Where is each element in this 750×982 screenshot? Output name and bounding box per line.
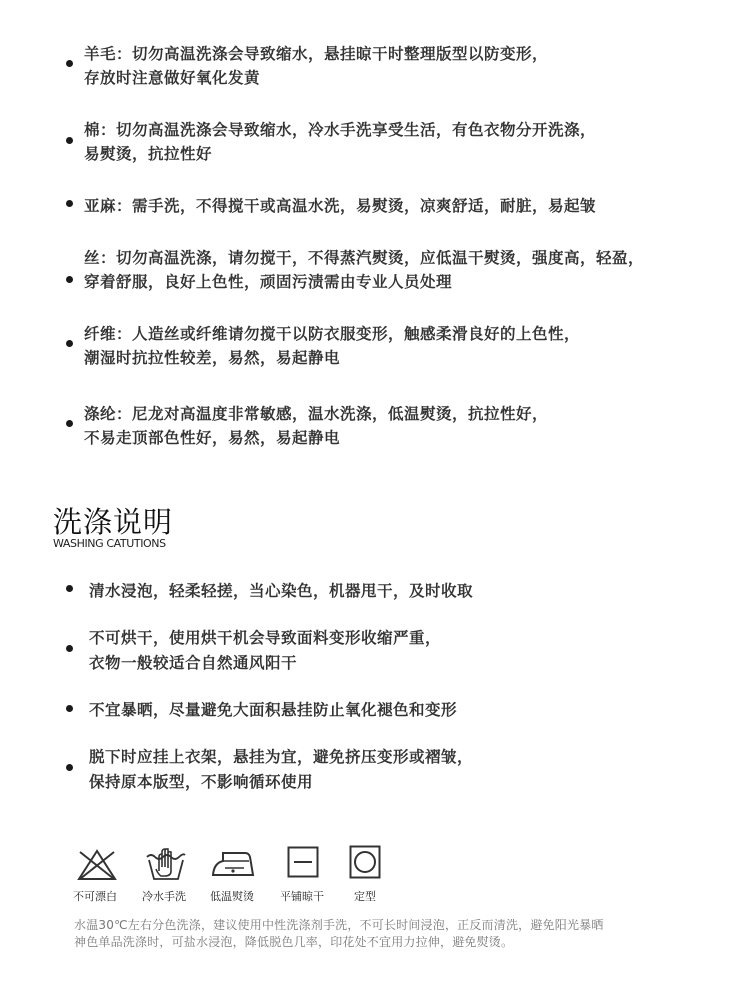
bullet-icon bbox=[66, 200, 73, 207]
wash-step-text: 衣物一般较适合自然通风阳干 bbox=[89, 654, 298, 672]
bullet-icon bbox=[66, 340, 73, 347]
section-subtitle: WASHING CATUTIONS bbox=[53, 537, 166, 550]
fabric-text-line: 易熨烫，抗拉性好 bbox=[84, 145, 213, 163]
bullet-icon bbox=[66, 645, 73, 652]
care-icon-label: 平铺晾干 bbox=[280, 890, 324, 903]
fabric-text-line: 亚麻：需手洗，不得搅干或高温水洗，易熨烫，凉爽舒适，耐脏，易起皱 bbox=[84, 197, 597, 215]
care-note: 水温30℃左右分色洗涤，建议使用中性洗涤剂手洗，不可长时间浸泡，正反而清洗，避免阳光暴晒 bbox=[74, 918, 604, 932]
bullet-icon bbox=[66, 764, 73, 771]
fabric-text-line: 棉：切勿高温洗涤会导致缩水，冷水手洗享受生活，有色衣物分开洗涤， bbox=[84, 121, 597, 139]
care-icon-label: 低温熨烫 bbox=[210, 890, 254, 903]
low-temp-iron-icon bbox=[211, 849, 255, 879]
dry-flat-icon bbox=[287, 846, 319, 878]
care-note: 神色单品洗涤时，可盐水浸泡，降低脱色几率，印花处不宜用力拉伸，避免熨烫。 bbox=[74, 935, 514, 949]
fabric-text-line: 纤维：人造丝或纤维请勿搅干以防衣服变形，触感柔滑良好的上色性， bbox=[84, 325, 581, 343]
section-title: 洗涤说明 bbox=[53, 505, 174, 539]
wash-step-text: 脱下时应挂上衣架，悬挂为宜，避免挤压变形或褶皱， bbox=[89, 748, 474, 766]
bullet-icon bbox=[66, 585, 73, 592]
care-icon-label: 不可漂白 bbox=[73, 890, 117, 903]
hand-wash-cold-icon bbox=[145, 847, 187, 883]
fabric-text-line: 丝：切勿高温洗涤，请勿搅干，不得蒸汽熨烫，应低温干熨烫，强度高，轻盈， bbox=[84, 249, 645, 267]
fabric-text-line: 潮湿时抗拉性较差，易然，易起静电 bbox=[84, 349, 341, 367]
bullet-icon bbox=[66, 276, 73, 283]
fabric-text-line: 涤纶：尼龙对高温度非常敏感，温水洗涤，低温熨烫，抗拉性好， bbox=[84, 405, 549, 423]
wash-step-text: 清水浸泡，轻柔轻搓，当心染色，机器甩干，及时收取 bbox=[89, 582, 474, 600]
wash-step-text: 不可烘干，使用烘干机会导致面料变形收缩严重， bbox=[89, 629, 442, 647]
fabric-text-line: 羊毛：切勿高温洗涤会导致缩水，悬挂晾干时整理版型以防变形， bbox=[84, 45, 549, 63]
fabric-text-line: 存放时注意做好氧化发黄 bbox=[84, 69, 261, 87]
set-shape-icon bbox=[349, 845, 381, 879]
bullet-icon bbox=[66, 60, 73, 67]
wash-step-text: 保持原本版型，不影响循环使用 bbox=[89, 773, 314, 791]
fabric-text-line: 穿着舒服，良好上色性，顽固污渍需由专业人员处理 bbox=[84, 273, 453, 291]
no-bleach-icon bbox=[76, 848, 118, 882]
bullet-icon bbox=[66, 705, 73, 712]
bullet-icon bbox=[66, 420, 73, 427]
care-icon-label: 冷水手洗 bbox=[142, 890, 186, 903]
fabric-text-line: 不易走顶部色性好，易然，易起静电 bbox=[84, 429, 341, 447]
wash-step-text: 不宜暴晒，尽量避免大面积悬挂防止氧化褪色和变形 bbox=[89, 701, 458, 719]
care-icon-label: 定型 bbox=[354, 890, 376, 903]
bullet-icon bbox=[66, 137, 73, 144]
